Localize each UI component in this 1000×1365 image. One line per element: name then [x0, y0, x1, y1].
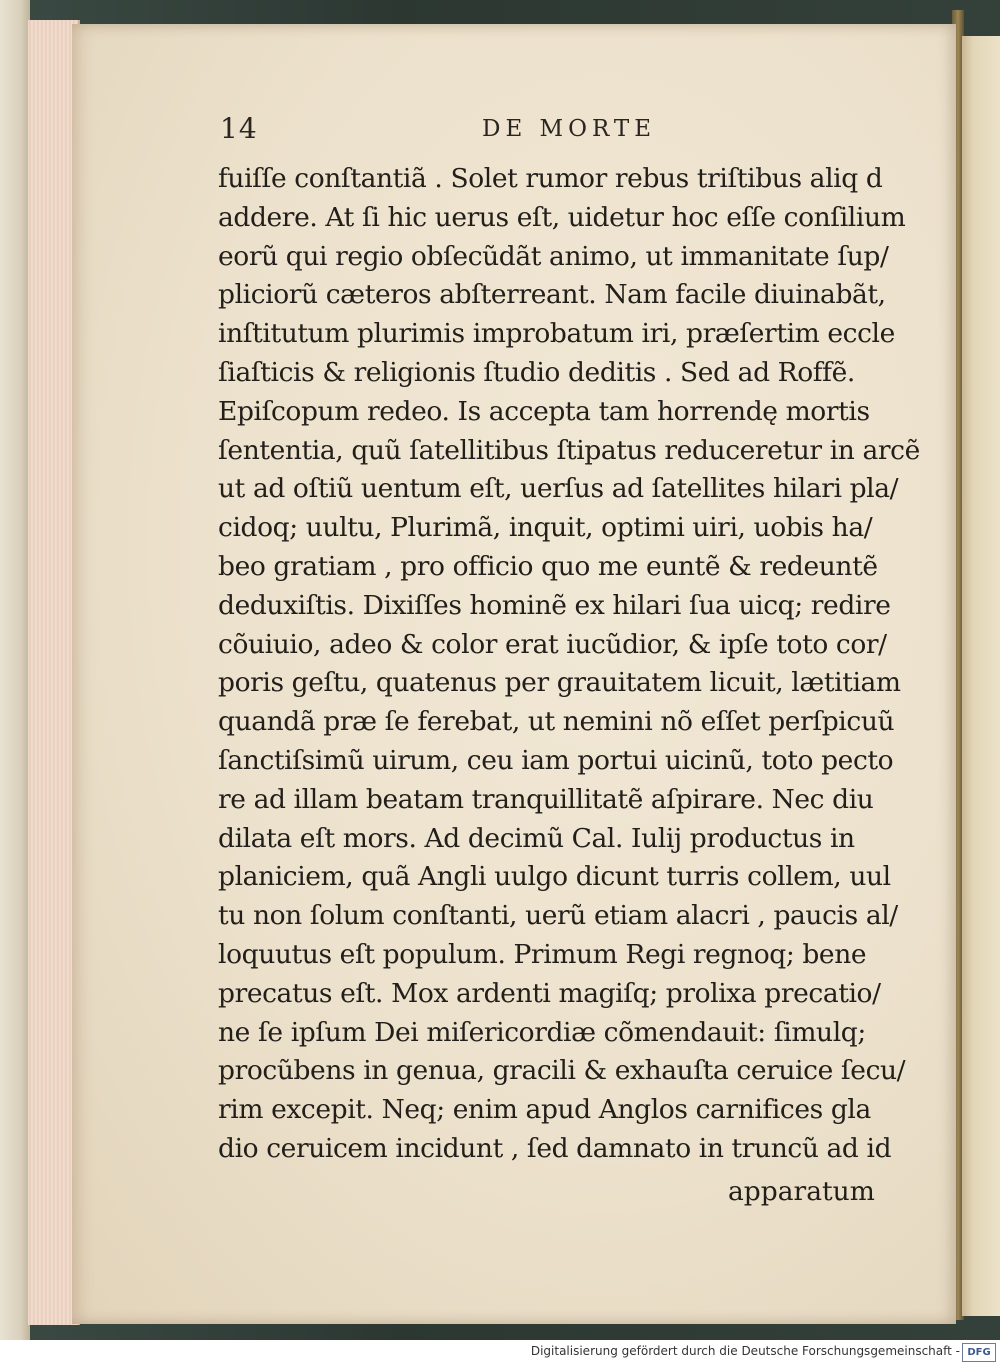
text-line: procũbens in genua, gracili & exhauſta ceruice ſecu/ — [218, 1055, 906, 1087]
text-line: quandã præ ſe ferebat, ut nemini nõ eſſet perſpicuũ — [218, 706, 895, 738]
text-line: loquutus eſt populum. Primum Regi regnoq; bene — [218, 938, 867, 970]
dfg-logo: DFG — [962, 1343, 996, 1362]
text-line: cidoq; uultu, Plurimã, inquit, optimi uiri, uobis ha/ — [218, 512, 873, 544]
text-line: planiciem, quã Angli uulgo dicunt turris collem, uul — [218, 861, 891, 893]
text-line: ne ſe ipſum Dei miſericordiæ cõmendauit: ſimulq; — [218, 1016, 866, 1048]
text-line: ut ad oſtiũ uentum eſt, uerſus ad ſatellites hilari pla/ — [218, 473, 899, 505]
text-line: deduxiſtis. Dixiſſes hominẽ ex hilari ſua uicq; redire — [218, 589, 891, 621]
text-line: beo gratiam , pro officio quo me euntẽ & redeuntẽ — [218, 550, 878, 582]
text-line: eorũ qui regio obſecũdãt animo, ut immanitate ſup/ — [218, 240, 889, 272]
text-line: poris geſtu, quatenus per grauitatem licuit, lætitiam — [218, 667, 901, 699]
text-line: tu non ſolum conſtanti, uerũ etiam alacri , paucis al/ — [218, 900, 898, 932]
text-line: inſtitutum plurimis improbatum iri, præſertim eccle — [218, 318, 895, 350]
body-text — [218, 160, 920, 1169]
text-line: precatus eſt. Mox ardenti magiſq; prolixa precatio/ — [218, 977, 881, 1009]
catchword: apparatum — [728, 1176, 875, 1207]
text-line: ſanctiſsimũ uirum, ceu iam portui uicinũ, toto pecto — [218, 744, 894, 776]
running-head — [220, 112, 780, 152]
running-head-title: DE MORTE — [482, 116, 656, 142]
text-line: fuiſſe conſtantiã . Solet rumor rebus triſtibus aliq d — [218, 163, 883, 194]
text-line: re ad illam beatam tranquillitatẽ aſpirare. Nec diu — [218, 783, 874, 815]
text-line: ſententia, quũ ſatellitibus ſtipatus reduceretur in arcẽ — [218, 434, 920, 466]
book-cover-board — [0, 0, 30, 1340]
footer-bar — [0, 1340, 1000, 1365]
text-line: ſiaſticis & religionis ſtudio deditis . Sed ad Roffẽ. — [218, 356, 855, 388]
text-line: rim excepit. Neq; enim apud Anglos carnifices gla — [218, 1094, 871, 1126]
text-line: cõuiuio, adeo & color erat iucũdior, & ipſe toto cor/ — [218, 628, 887, 660]
text-line: addere. At ſi hic uerus eſt, uidetur hoc eſſe conſilium — [218, 201, 906, 233]
text-line: pliciorũ cæteros abſterreant. Nam facile diuinabãt, — [218, 279, 886, 311]
text-line: dio ceruicem incidunt , ſed damnato in truncũ ad id — [218, 1132, 892, 1164]
facing-page-edge — [962, 36, 1000, 1316]
page-number: 14 — [220, 112, 258, 145]
text-line: dilata eſt mors. Ad decimũ Cal. Iulij productus in — [218, 822, 855, 854]
text-line: Epiſcopum redeo. Is accepta tam horrendę mortis — [218, 395, 870, 427]
footer-credit: Digitalisierung gefördert durch die Deutsche Forschungsgemeinschaft - — [530, 1344, 960, 1358]
